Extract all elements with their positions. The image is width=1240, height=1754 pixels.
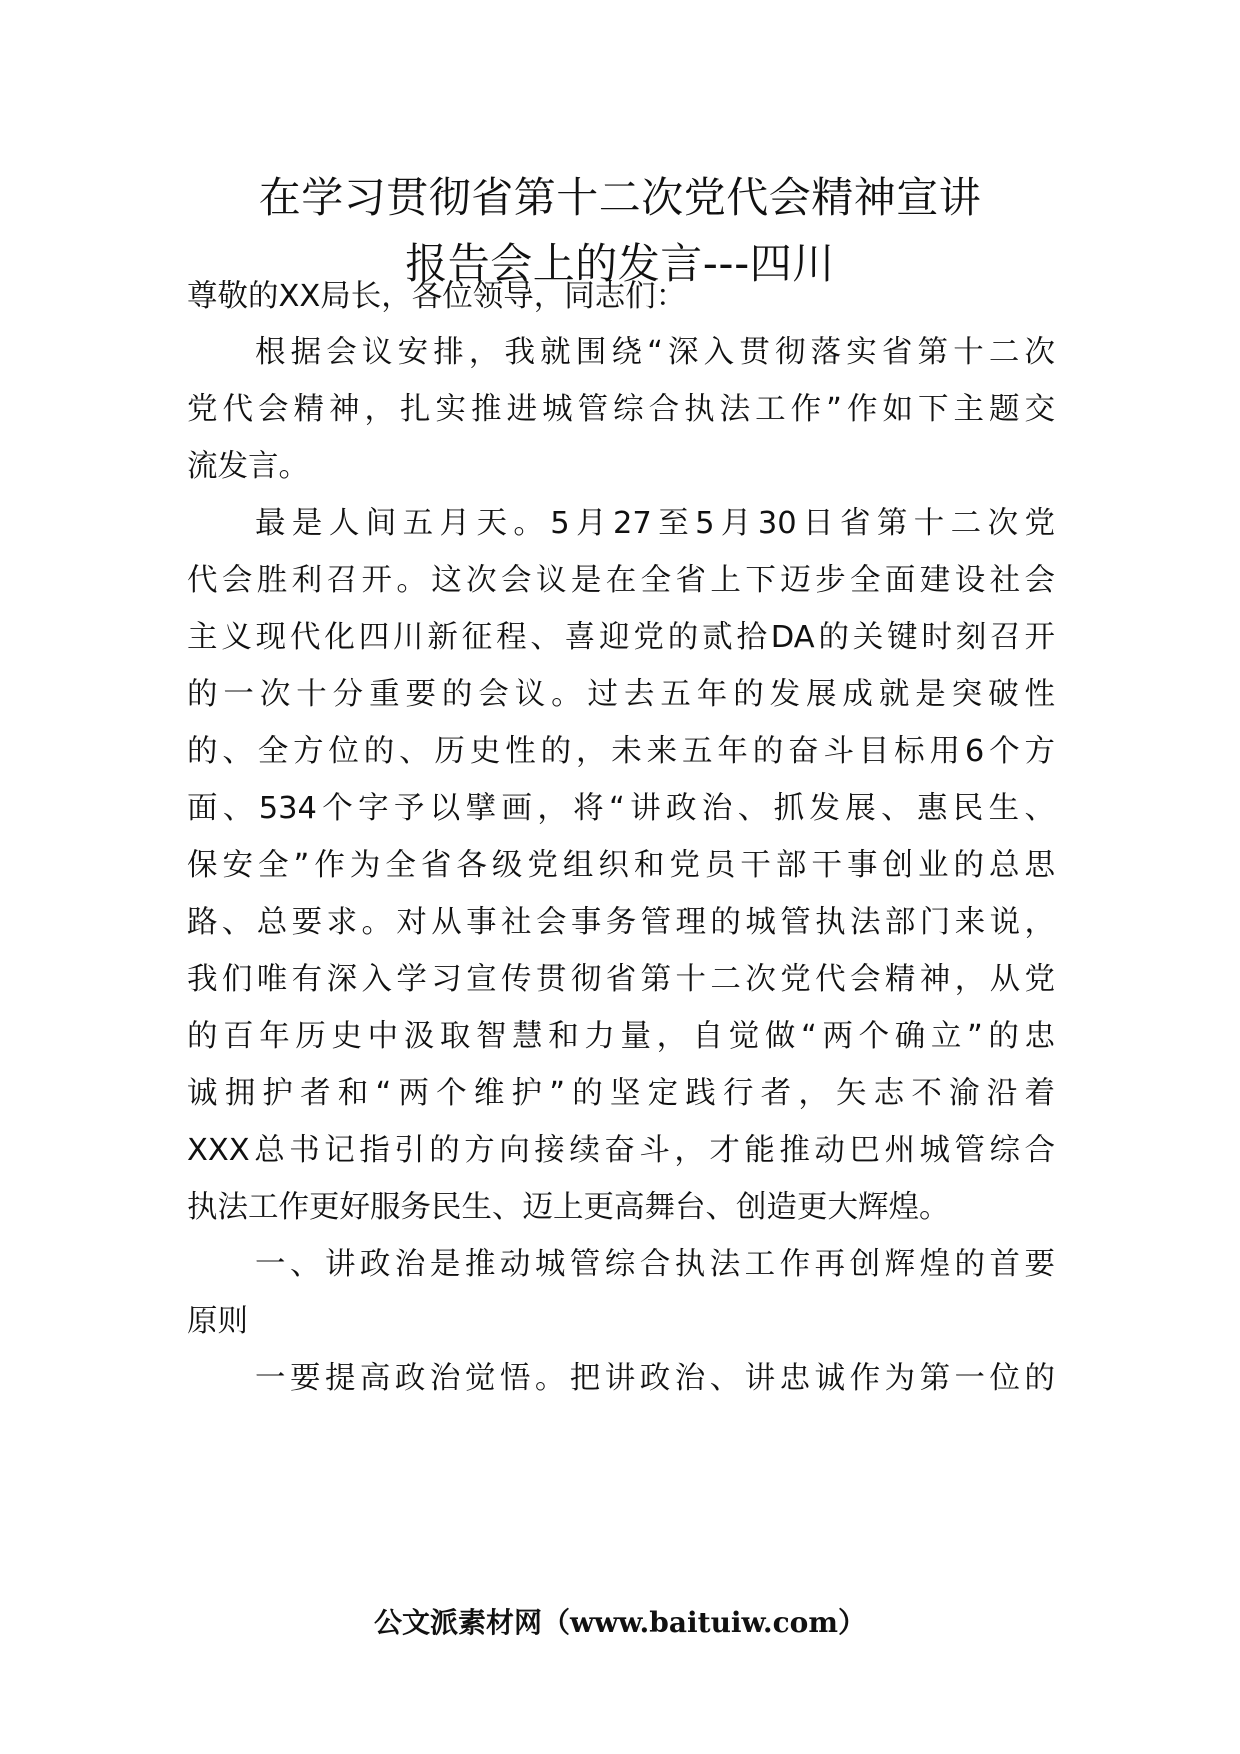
- paragraph-line: 党代会精神，扎实推进城管综合执法工作”作如下主题交: [187, 392, 1055, 427]
- paragraph-line: 的一次十分重要的会议。过去五年的发展成就是突破性: [187, 677, 1055, 712]
- section-heading-line: 原则: [187, 1304, 248, 1339]
- paragraph-line: 最是人间五月天。5月27至5月30日省第十二次党: [255, 506, 1055, 541]
- paragraph-line: 的百年历史中汲取智慧和力量，自觉做“两个确立”的忠: [187, 1019, 1055, 1054]
- paragraph-line: 流发言。: [187, 449, 309, 484]
- section-heading-line: 一、讲政治是推动城管综合执法工作再创辉煌的首要: [255, 1247, 1055, 1282]
- paragraph-line: 路、总要求。对从事社会事务管理的城管执法部门来说，: [187, 905, 1055, 940]
- paragraph-line: XXX总书记指引的方向接续奋斗，才能推动巴州城管综合: [187, 1133, 1055, 1168]
- document-title-line-2: 报告会上的发言---四川: [405, 239, 835, 288]
- paragraph-line: 代会胜利召开。这次会议是在全省上下迈步全面建设社会: [187, 563, 1055, 598]
- paragraph-line: 的、全方位的、历史性的，未来五年的奋斗目标用6个方: [187, 734, 1055, 769]
- paragraph-line: 主义现代化四川新征程、喜迎党的贰拾DA的关键时刻召开: [187, 620, 1055, 655]
- paragraph-line: 诚拥护者和“两个维护”的坚定践行者，矢志不渝沿着: [187, 1076, 1055, 1111]
- paragraph-line: 面、534个字予以擘画，将“讲政治、抓发展、惠民生、: [187, 791, 1055, 826]
- salutation: 尊敬的XX局长，各位领导，同志们：: [187, 279, 687, 314]
- paragraph-line: 一要提高政治觉悟。把讲政治、讲忠诚作为第一位的: [255, 1361, 1055, 1396]
- footer-watermark: 公文派素材网（www.baituiw.com）: [374, 1606, 866, 1639]
- paragraph-line: 根据会议安排，我就围绕“深入贯彻落实省第十二次: [255, 335, 1055, 370]
- paragraph-line: 执法工作更好服务民生、迈上更高舞台、创造更大辉煌。: [187, 1190, 950, 1225]
- paragraph-line: 保安全”作为全省各级党组织和党员干部干事创业的总思: [187, 848, 1055, 883]
- paragraph-line: 我们唯有深入学习宣传贯彻省第十二次党代会精神，从党: [187, 962, 1055, 997]
- document-title-line-1: 在学习贯彻省第十二次党代会精神宣讲: [258, 173, 982, 222]
